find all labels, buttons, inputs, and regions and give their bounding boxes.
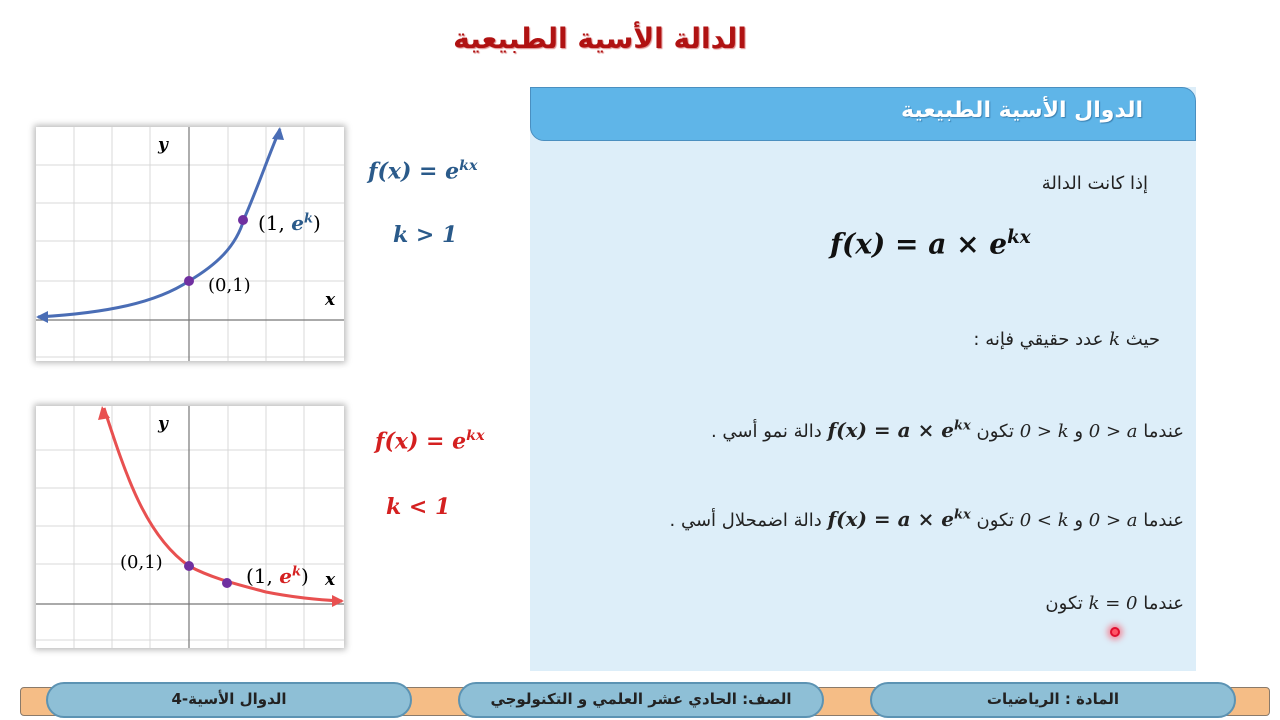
arrow-up-icon	[272, 127, 284, 140]
x-axis-label: x	[325, 570, 336, 590]
point-0-1	[184, 561, 194, 571]
pointer-cursor-icon	[1110, 627, 1120, 637]
growth-formula: $f(x) = e^{kx}$	[368, 158, 478, 185]
decay-formula: $f(x) = e^{kx}$	[375, 428, 485, 455]
panel-header-title: الدوال الأسية الطبيعية	[901, 98, 1143, 123]
y-axis-label: y	[158, 135, 168, 155]
where-text: حيث k عدد حقيقي فإنه :	[973, 329, 1160, 350]
footer-grade: الصف: الحادي عشر العلمي و التكنولوجي	[458, 682, 824, 718]
growth-rule: عندما 0 > a و 0 > k تكون $f(x) = a \times e^{kx}$ دالة نمو أسي .	[710, 418, 1184, 442]
y-axis-label: y	[158, 414, 168, 434]
point-1-ek	[222, 578, 232, 588]
panel-header	[530, 87, 1196, 141]
decay-condition: k < 1	[386, 494, 451, 520]
growth-graph	[36, 127, 344, 361]
footer-lesson: الدوال الأسية-4	[46, 682, 412, 718]
point-1-ek-label: (1, $e^k$)	[246, 564, 309, 588]
point-1-ek	[238, 215, 248, 225]
footer-subject: المادة : الرياضيات	[870, 682, 1236, 718]
decay-rule: عندما 0 > a و 0 < k تكون $f(x) = a \times e^{kx}$ دالة اضمحلال أسي .	[669, 507, 1184, 531]
decay-graph	[36, 406, 344, 648]
point-1-ek-label: (1, $e^k$)	[258, 211, 321, 235]
growth-graph-plot	[36, 127, 344, 361]
arrow-left-icon	[36, 311, 48, 323]
arrow-right-icon	[332, 595, 344, 607]
decay-graph-plot	[36, 406, 344, 648]
point-0-1-label: (0,1)	[208, 275, 251, 296]
definition-panel	[530, 87, 1196, 671]
x-axis-label: x	[325, 290, 336, 310]
main-formula: $f(x) = a \times e^{kx}$	[830, 227, 1031, 261]
point-0-1	[184, 276, 194, 286]
intro-text: إذا كانت الدالة	[1041, 173, 1148, 194]
slide-title: الدالة الأسية الطبيعية	[453, 22, 747, 55]
growth-condition: k > 1	[393, 222, 458, 248]
point-0-1-label: (0,1)	[120, 552, 163, 573]
zero-rule: عندما k = 0 تكون	[1045, 593, 1184, 614]
